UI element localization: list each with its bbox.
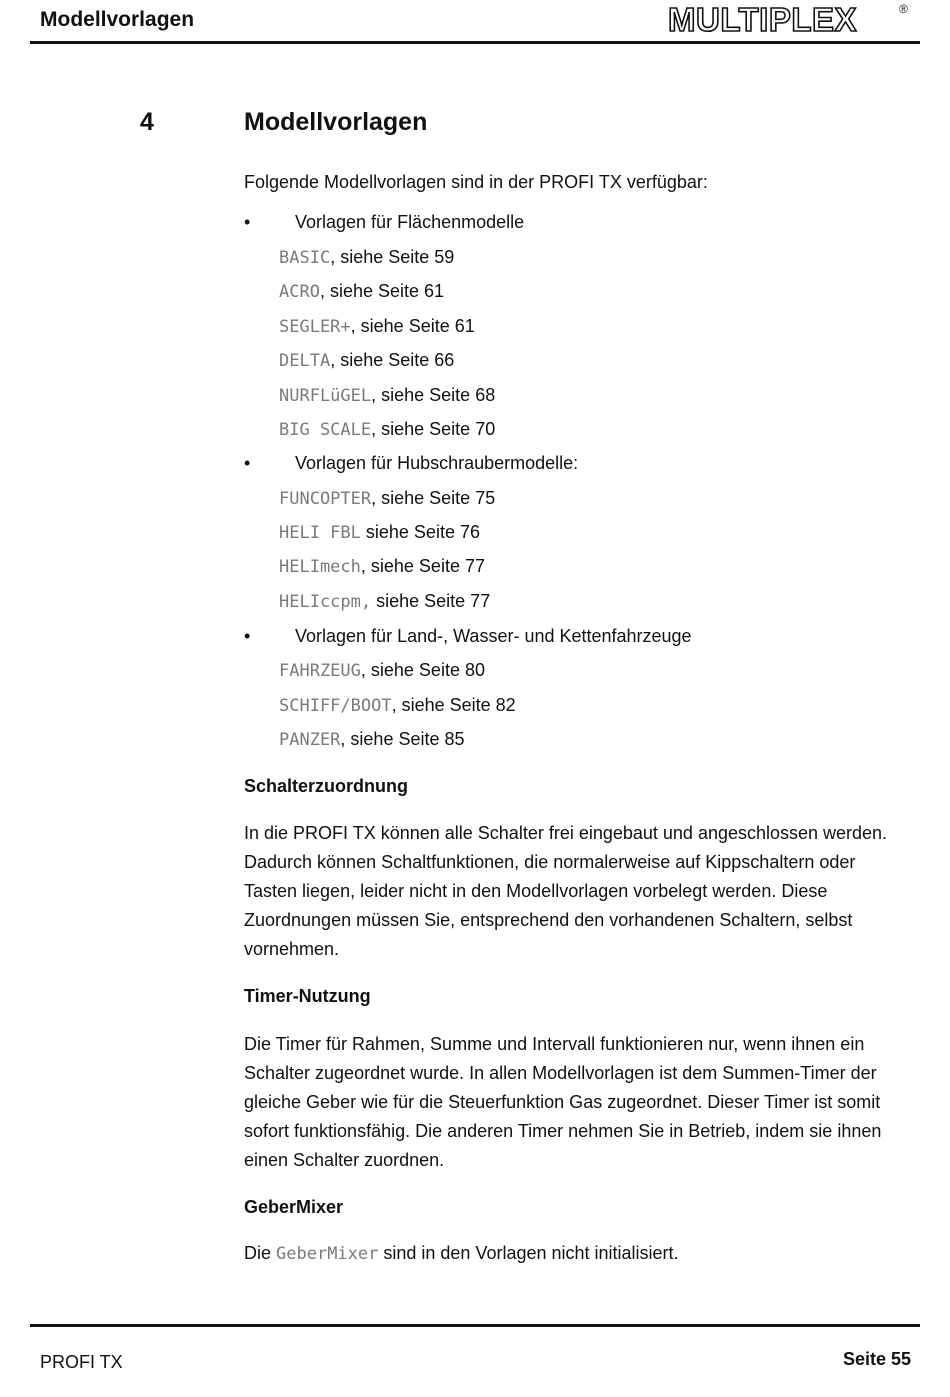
page-reference: , siehe Seite 80: [360, 660, 485, 680]
section-body-timer: [244, 1030, 904, 1175]
template-entry: [279, 343, 454, 377]
page-reference: , siehe Seite 75: [371, 488, 496, 508]
body-line: Zuordnungen müssen Sie, entsprechend den vorhandenen Schaltern, selbst: [244, 910, 853, 930]
page-reference: , siehe Seite 70: [371, 419, 496, 439]
body-line: einen Schalter zuordnen.: [244, 1150, 445, 1170]
template-name: ACRO: [279, 282, 320, 302]
multiplex-logo: MULTIPLEX: [668, 1, 858, 38]
body-line: Dadurch können Schaltfunktionen, die normalerweise auf Kippschaltern oder: [244, 852, 856, 872]
body-line: Die Timer für Rahmen, Summe und Intervall funktionieren nur, wenn ihnen ein: [244, 1034, 865, 1054]
page-reference: , siehe Seite 61: [350, 316, 475, 336]
page-reference: siehe Seite 76: [360, 522, 480, 542]
template-name: SCHIFF/BOOT: [279, 696, 392, 716]
section-body-mixer: [244, 1239, 904, 1269]
body-line: [244, 1239, 904, 1269]
mixer-lcd-name: GeberMixer: [276, 1244, 379, 1264]
template-entry: [279, 240, 454, 274]
template-name: DELTA: [279, 351, 331, 371]
page-reference: , siehe Seite 82: [391, 695, 516, 715]
bullet-icon: •: [244, 626, 251, 646]
body-line: Schalter zugeordnet wurde. In allen Modellvorlagen ist dem Summen-Timer der: [244, 1063, 877, 1083]
template-name: FUNCOPTER: [279, 489, 372, 509]
template-name: SEGLER+: [279, 317, 351, 337]
template-entry: [279, 515, 480, 549]
page-reference: , siehe Seite 85: [340, 729, 465, 749]
mixer-suffix: sind in den Vorlagen nicht initialisiert.: [378, 1243, 679, 1263]
group-label: Vorlagen für Land-, Wasser- und Kettenfahrzeuge: [295, 626, 692, 646]
header-rule: [30, 41, 920, 44]
template-entry: [279, 584, 490, 618]
template-name: BASIC: [279, 248, 331, 268]
template-entry: [279, 722, 465, 756]
intro-text: Folgende Modellvorlagen sind in der PROFI TX verfügbar:: [244, 172, 708, 192]
template-name: NURFLüGEL: [279, 386, 372, 406]
page-reference: , siehe Seite 77: [360, 556, 485, 576]
page-reference: , siehe Seite 59: [330, 247, 455, 267]
mixer-prefix: Die: [244, 1243, 277, 1263]
template-entry: [279, 653, 485, 687]
template-entry: [279, 549, 485, 583]
template-name: BIG SCALE: [279, 420, 372, 440]
template-entry: [279, 481, 495, 515]
template-name: HELImech: [279, 557, 361, 577]
section-heading-mixer: GeberMixer: [244, 1197, 344, 1217]
body-line: sofort funktionsfähig. Die anderen Timer nehmen Sie in Betrieb, indem sie ihnen: [244, 1121, 882, 1141]
page-reference: , siehe Seite 68: [371, 385, 496, 405]
template-name: HELI FBL: [279, 523, 361, 543]
bullet-icon: •: [244, 212, 251, 232]
template-name: FAHRZEUG: [279, 661, 361, 681]
registered-mark: ®: [899, 2, 908, 16]
template-name: HELIccpm,: [279, 592, 372, 612]
body-line: In die PROFI TX können alle Schalter frei eingebaut und angeschlossen werden.: [244, 823, 888, 843]
section-heading-schalter: Schalterzuordnung: [244, 776, 409, 796]
page-reference: siehe Seite 77: [371, 591, 491, 611]
template-name: PANZER: [279, 730, 341, 750]
template-entry: [279, 688, 516, 722]
footer-rule: [30, 1324, 920, 1327]
section-body-schalter: [244, 819, 904, 964]
chapter-number: 4: [140, 108, 154, 136]
template-entry: [279, 378, 495, 412]
template-entry: [279, 412, 495, 446]
body-line: gleiche Geber wie für die Steuerfunktion Gas zugeordnet. Dieser Timer ist somit: [244, 1092, 881, 1112]
page-number: Seite 55: [842, 1349, 911, 1369]
group-label: Vorlagen für Hubschraubermodelle:: [295, 453, 579, 473]
template-entry: [279, 274, 444, 308]
body-line: Tasten liegen, leider nicht in den Modellvorlagen vorbelegt werden. Diese: [244, 881, 828, 901]
section-heading-timer: Timer-Nutzung: [244, 986, 371, 1006]
page-reference: , siehe Seite 61: [319, 281, 445, 301]
footer-product: PROFI TX: [40, 1352, 123, 1372]
bullet-icon: •: [244, 453, 251, 473]
running-header-title: Modellvorlagen: [40, 8, 195, 31]
group-label: Vorlagen für Flächenmodelle: [295, 212, 525, 232]
page-reference: , siehe Seite 66: [330, 350, 455, 370]
body-line: vornehmen.: [244, 939, 340, 959]
chapter-title: Modellvorlagen: [244, 108, 428, 136]
template-entry: [279, 309, 475, 343]
